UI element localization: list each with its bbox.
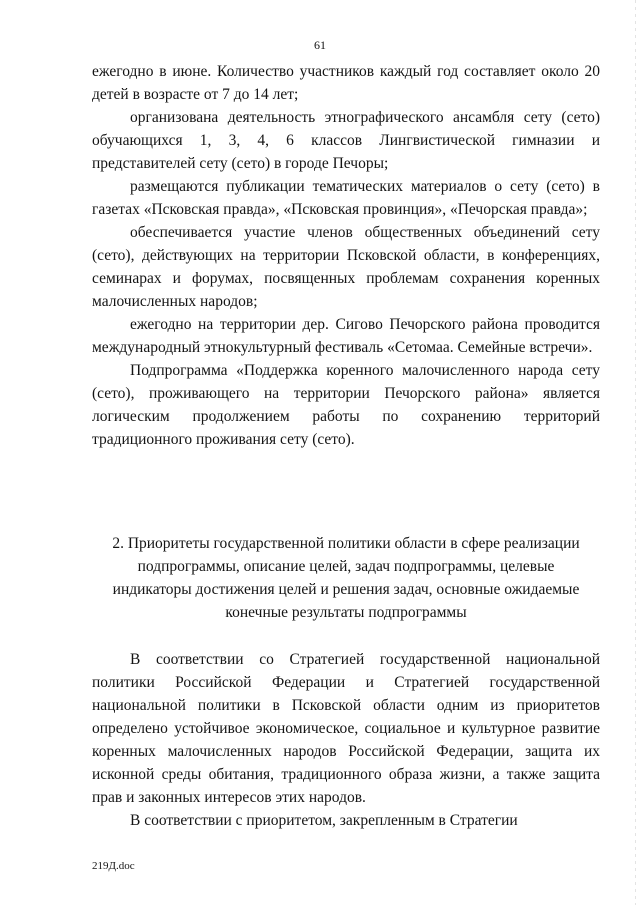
footer-filename: 219Д.doc: [92, 860, 135, 872]
paragraph: размещаются публикации тематических материалов о сету (сето) в газетах «Псковская правда», «Псковская провинция», «Печорская правда»;: [92, 178, 600, 218]
heading-line: конечные результаты подпрограммы: [225, 604, 467, 621]
heading-line: подпрограммы, описание целей, задач подпрограммы, целевые: [137, 558, 555, 575]
section-heading: [92, 532, 600, 624]
heading-line: 2. Приоритеты государственной политики области в сфере реализации: [112, 535, 580, 552]
body-text-bottom: [92, 648, 600, 832]
paragraph: обеспечивается участие членов общественных объединений сету (сето), действующих на территории Псковской области, в конференциях, семинарах и форумах, посвященных проблемам сохранения коренных малочисленных народов;: [92, 224, 600, 310]
paragraph: В соответствии со Стратегией государственной национальной политики Российской Федерации и Стратегией государственной национальной политики в Псковской области одним из приоритетов определено устойчивое экономическое, социальное и культурное развитие коренных малочисленных народов Российской Федерации, защита их исконной среды обитания, традиционного образа жизни, а также защита прав и законных интересов этих народов.: [92, 651, 600, 806]
heading-line: индикаторы достижения целей и решения задач, основные ожидаемые: [112, 581, 580, 598]
page-number: 61: [314, 38, 326, 52]
body-text-top: [92, 60, 600, 451]
paragraph: В соответствии с приоритетом, закрепленным в Стратегии: [130, 812, 518, 829]
paragraph: ежегодно в июне. Количество участников каждый год составляет около 20 детей в возрасте от 7 до 14 лет;: [92, 63, 600, 103]
paragraph: организована деятельность этнографического ансамбля сету (сето) обучающихся 1, 3, 4, 6 классов Лингвистической гимназии и представителей сету (сето) в городе Печоры;: [92, 109, 600, 172]
scan-edge-artifact: [635, 0, 636, 905]
paragraph: Подпрограмма «Поддержка коренного малочисленного народа сету (сето), проживающего на территории Печорского района» является логическим продолжением работы по сохранению территорий традиционного проживания сету (сето).: [92, 362, 600, 448]
paragraph: ежегодно на территории дер. Сигово Печорского района проводится международный этнокультурный фестиваль «Сетомаа. Семейные встречи».: [92, 316, 600, 356]
